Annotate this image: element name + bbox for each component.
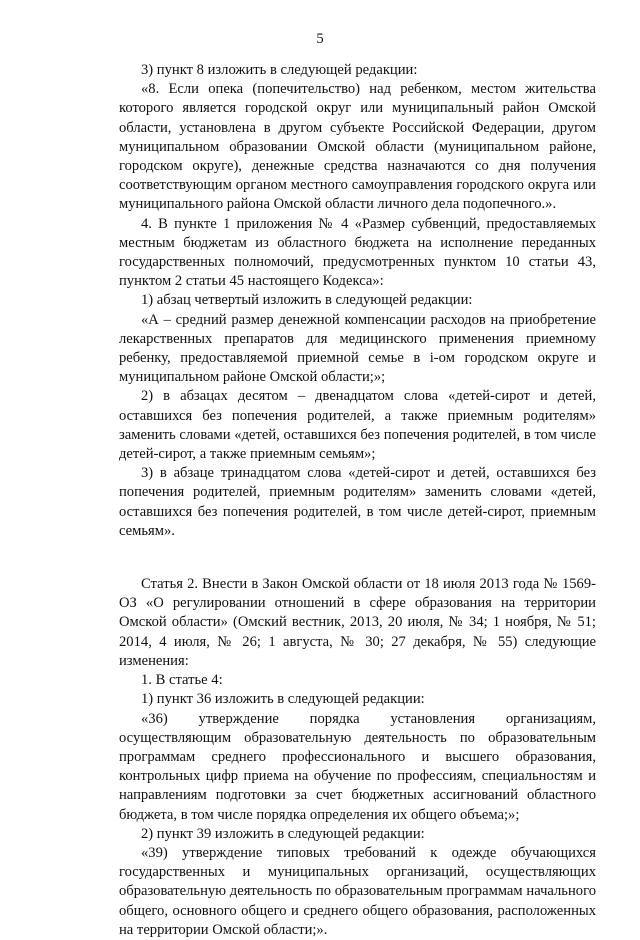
paragraph-article-2: Статья 2. Внести в Закон Омской области от 18 июля 2013 года № 1569-ОЗ «О регулировании отношений в сфере образования на территории Омской области» (Омский вестник, 2013, 20 июля, № 34; 1 ноября, № 51; 2014, 4 июля, № 26; 1 августа, № 30; 27 декабря, № 55) следующие изменения:	[119, 576, 596, 669]
paragraph-item-3-intro: 3) пункт 8 изложить в следующей редакции:	[141, 62, 418, 78]
paragraph-subitem-1: 1) абзац четвертый изложить в следующей редакции:	[141, 292, 473, 309]
paragraph-subitem-2: 2) в абзацах десятом – двенадцатом слова «детей-сирот и детей, оставшихся без попечения родителей, а также приемным родителям» заменить словами «детей, оставшихся без попечения родителей, в том числе детей-сирот, а также приемным семьям»;	[119, 388, 596, 463]
paragraph-item-39-text: «39) утверждение типовых требований к одежде обучающихся государственных и муниципальных организаций, осуществляющих образовательную деятельность по образовательным программам начального общего, основного общего и среднего общего образования, расположенных на территории Омской области;».	[119, 844, 596, 938]
page-number: 5	[316, 31, 324, 47]
paragraph-subitem-3: 3) в абзаце тринадцатом слова «детей-сирот и детей, оставшихся без попечения родителей, приемным родителям» заменить словами «детей, оставшихся без попечения родителей, в том числе детей-сирот, приемным семьям».	[119, 465, 596, 539]
paragraph-section-4: 4. В пункте 1 приложения № 4 «Размер субвенций, предоставляемых местным бюджетам из областного бюджета на исполнение переданных государственных полномочий, предусмотренных пунктом 10 статьи 43, пунктом 2 статьи 45 настоящего Кодекса»:	[119, 215, 596, 290]
paragraph-item-36-text: «36) утверждение порядка установления организациям, осуществляющим образовательную деятельность по образовательным программам среднего профессионального и высшего образования, контрольных цифр приема на обучение по профессиям, специальностям и направлениям подготовки за счет бюджетных ассигнований областного бюджета, в том числе порядка определения их общего объема;»;	[119, 710, 596, 823]
paragraph-article-4-intro: 1. В статье 4:	[141, 672, 223, 689]
paragraph-item-36-intro: 1) пункт 36 изложить в следующей редакции:	[141, 691, 425, 708]
paragraph-formula-a: «А – средний размер денежной компенсации расходов на приобретение лекарственных препаратов для медицинского применения приемному ребенку, предоставляемой приемной семье в i-ом городском округе и муниципальном районе Омской области;»;	[119, 311, 596, 386]
section-gap	[119, 541, 596, 575]
paragraph-item-8-text: «8. Если опека (попечительство) над ребенком, местом жительства которого является городской округ или муниципальный район Омской области, установлена в другом субъекте Российской Федерации, другом муниципальном образовании Омской области (муниципальном районе, городском округе), денежные средства назначаются со дня получения соответствующим органом местного самоуправления городского округа или муниципального района Омской области личного дела подопечного.».	[119, 81, 596, 213]
paragraph-item-39-intro: 2) пункт 39 изложить в следующей редакции:	[141, 825, 425, 842]
document-body	[119, 61, 596, 940]
